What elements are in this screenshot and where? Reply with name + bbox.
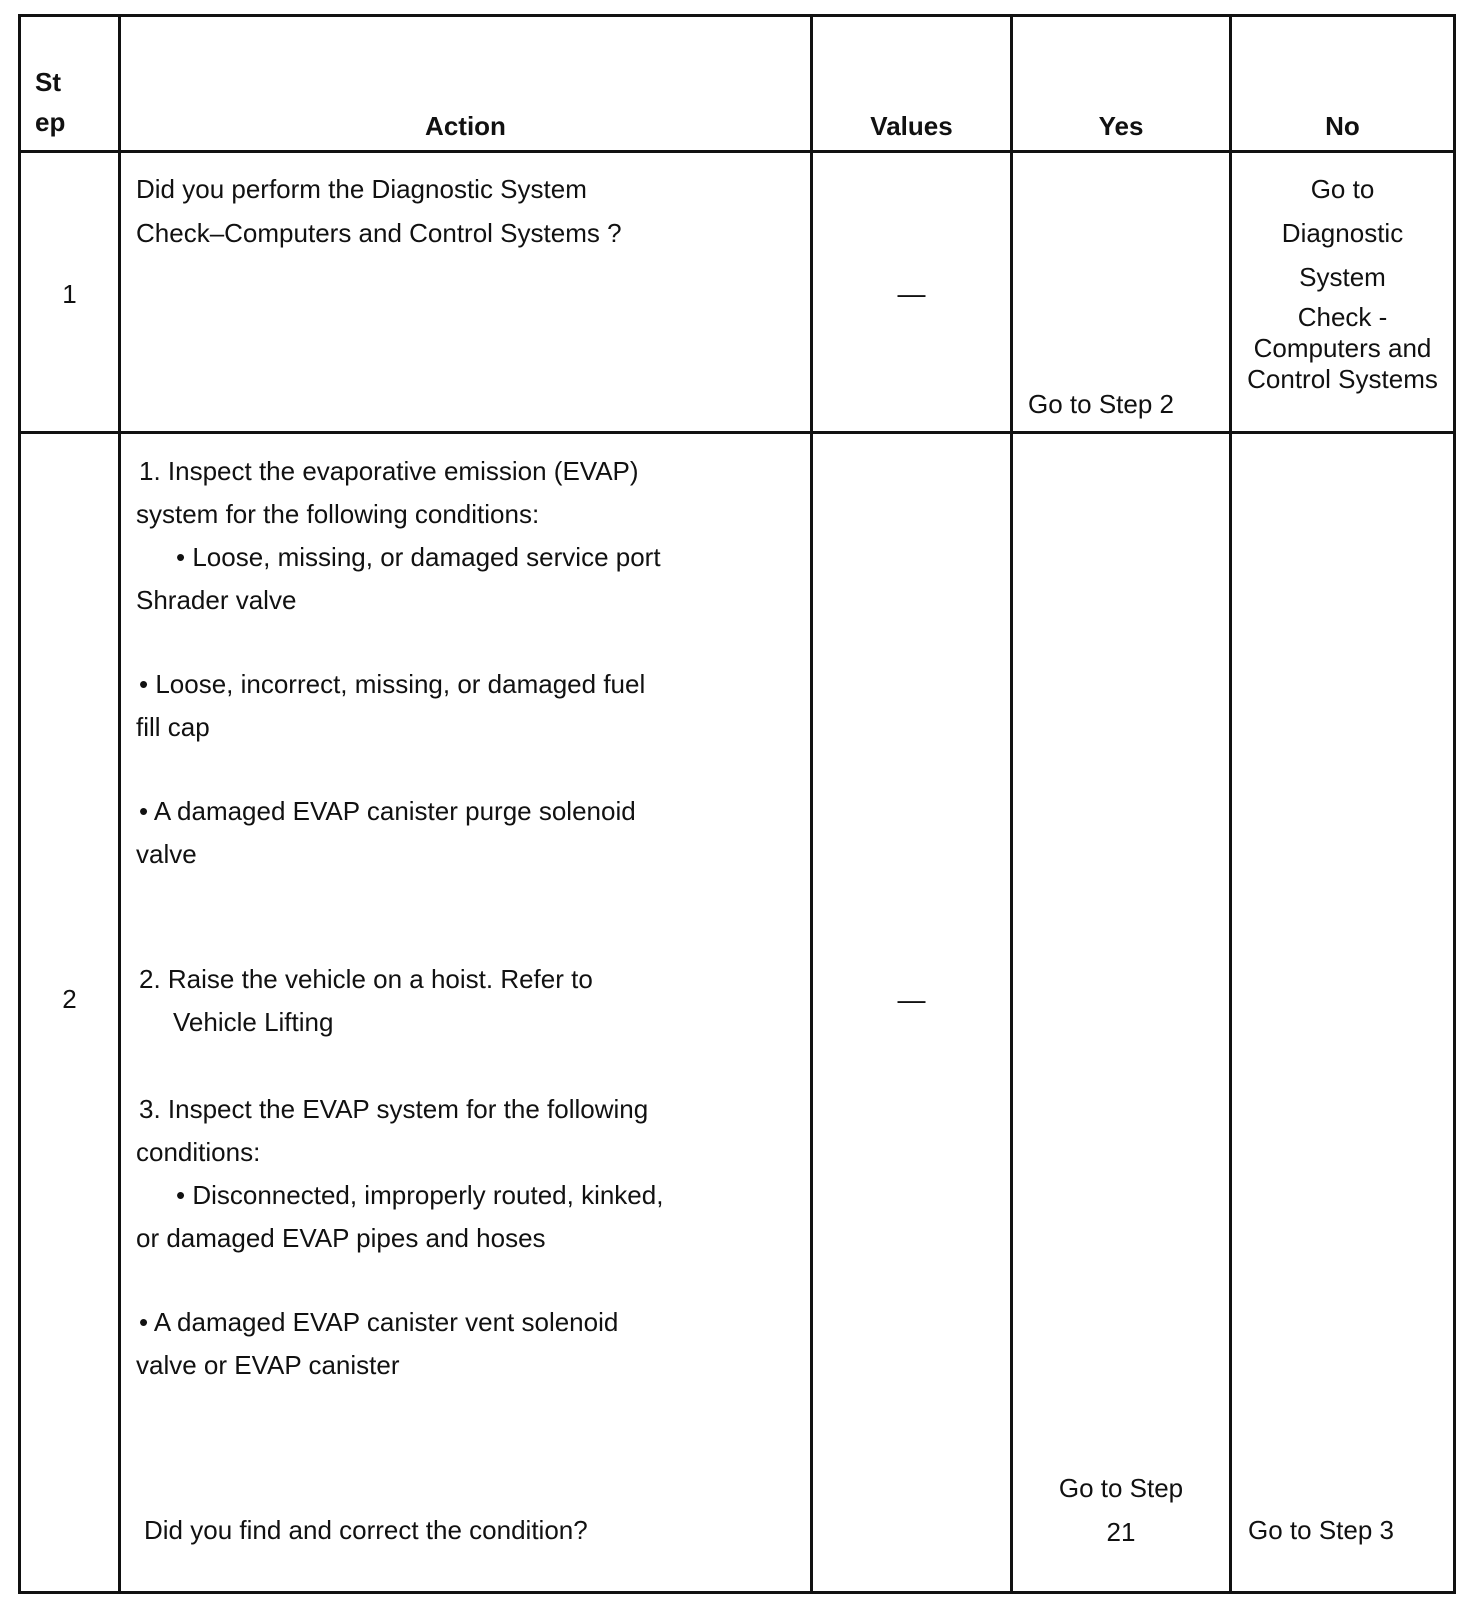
yes-goto-link[interactable] xyxy=(1013,1466,1229,1554)
no-cell xyxy=(1231,433,1455,1593)
header-no: No xyxy=(1231,16,1455,152)
values-cell xyxy=(812,152,1012,433)
action-bullet-cont: Shrader valve xyxy=(136,585,297,615)
action-bullet: • Loose, missing, or damaged service port xyxy=(176,542,661,572)
table-header-row xyxy=(20,16,1455,152)
action-bullet-cont: valve or EVAP canister xyxy=(136,1350,400,1380)
action-question: Did you find and correct the condition? xyxy=(144,1515,588,1545)
no-line: System xyxy=(1299,262,1386,292)
header-step-line1: St xyxy=(35,67,61,97)
action-bullet: • Disconnected, improperly routed, kinked, xyxy=(176,1180,664,1210)
action-bullet-cont: valve xyxy=(136,839,197,869)
action-bullet-cont: or damaged EVAP pipes and hoses xyxy=(136,1223,546,1253)
action-text xyxy=(136,167,800,255)
step-number: 1 xyxy=(62,279,77,309)
action-bullet: • A damaged EVAP canister purge solenoid xyxy=(139,796,636,826)
header-step xyxy=(20,16,120,152)
action-bullet: • Loose, incorrect, missing, or damaged fuel xyxy=(139,669,646,699)
no-goto-link[interactable]: Go to Step 3 xyxy=(1248,1515,1394,1545)
action-item-3: 3. Inspect the EVAP system for the following xyxy=(139,1094,649,1124)
no-goto-link[interactable] xyxy=(1232,167,1453,299)
table-row xyxy=(20,152,1455,433)
no-line: Diagnostic xyxy=(1281,218,1404,248)
values-dash: — xyxy=(897,984,926,1015)
yes-line: Go to Step xyxy=(1058,1473,1184,1503)
action-item-3-cont: conditions: xyxy=(136,1137,261,1167)
header-values: Values xyxy=(812,16,1012,152)
action-item-1: 1. Inspect the evaporative emission (EVAP) xyxy=(139,456,639,486)
no-line: Computers and xyxy=(1253,333,1432,363)
yes-cell xyxy=(1012,152,1231,433)
action-item-2: 2. Raise the vehicle on a hoist. Refer to xyxy=(139,964,593,994)
header-yes: Yes xyxy=(1012,16,1231,152)
step-cell xyxy=(20,152,120,433)
diagnostic-table xyxy=(18,14,1456,1594)
action-line: Did you perform the Diagnostic System xyxy=(136,174,587,204)
action-cell xyxy=(120,152,812,433)
table-row xyxy=(20,433,1455,1593)
action-cell xyxy=(120,433,812,1593)
yes-goto-link[interactable]: Go to Step 2 xyxy=(1028,389,1174,419)
no-line: Control Systems xyxy=(1247,364,1438,394)
action-item-1-cont: system for the following conditions: xyxy=(136,499,540,529)
no-line: Check - xyxy=(1297,302,1388,332)
step-number: 2 xyxy=(62,984,77,1014)
step-cell xyxy=(20,433,120,1593)
no-goto-link-continued[interactable] xyxy=(1232,302,1453,395)
vehicle-lifting-link[interactable]: Vehicle Lifting xyxy=(173,1007,334,1037)
action-bullet-cont: fill cap xyxy=(136,712,210,742)
yes-cell xyxy=(1012,433,1231,1593)
values-dash: — xyxy=(897,278,926,309)
values-cell xyxy=(812,433,1012,1593)
action-line: Check–Computers and Control Systems ? xyxy=(136,218,622,248)
action-bullet: • A damaged EVAP canister vent solenoid xyxy=(139,1307,619,1337)
header-action: Action xyxy=(120,16,812,152)
yes-line: 21 xyxy=(1106,1517,1136,1547)
no-cell xyxy=(1231,152,1455,433)
header-step-line2: ep xyxy=(35,107,66,137)
no-line: Go to xyxy=(1310,174,1375,204)
